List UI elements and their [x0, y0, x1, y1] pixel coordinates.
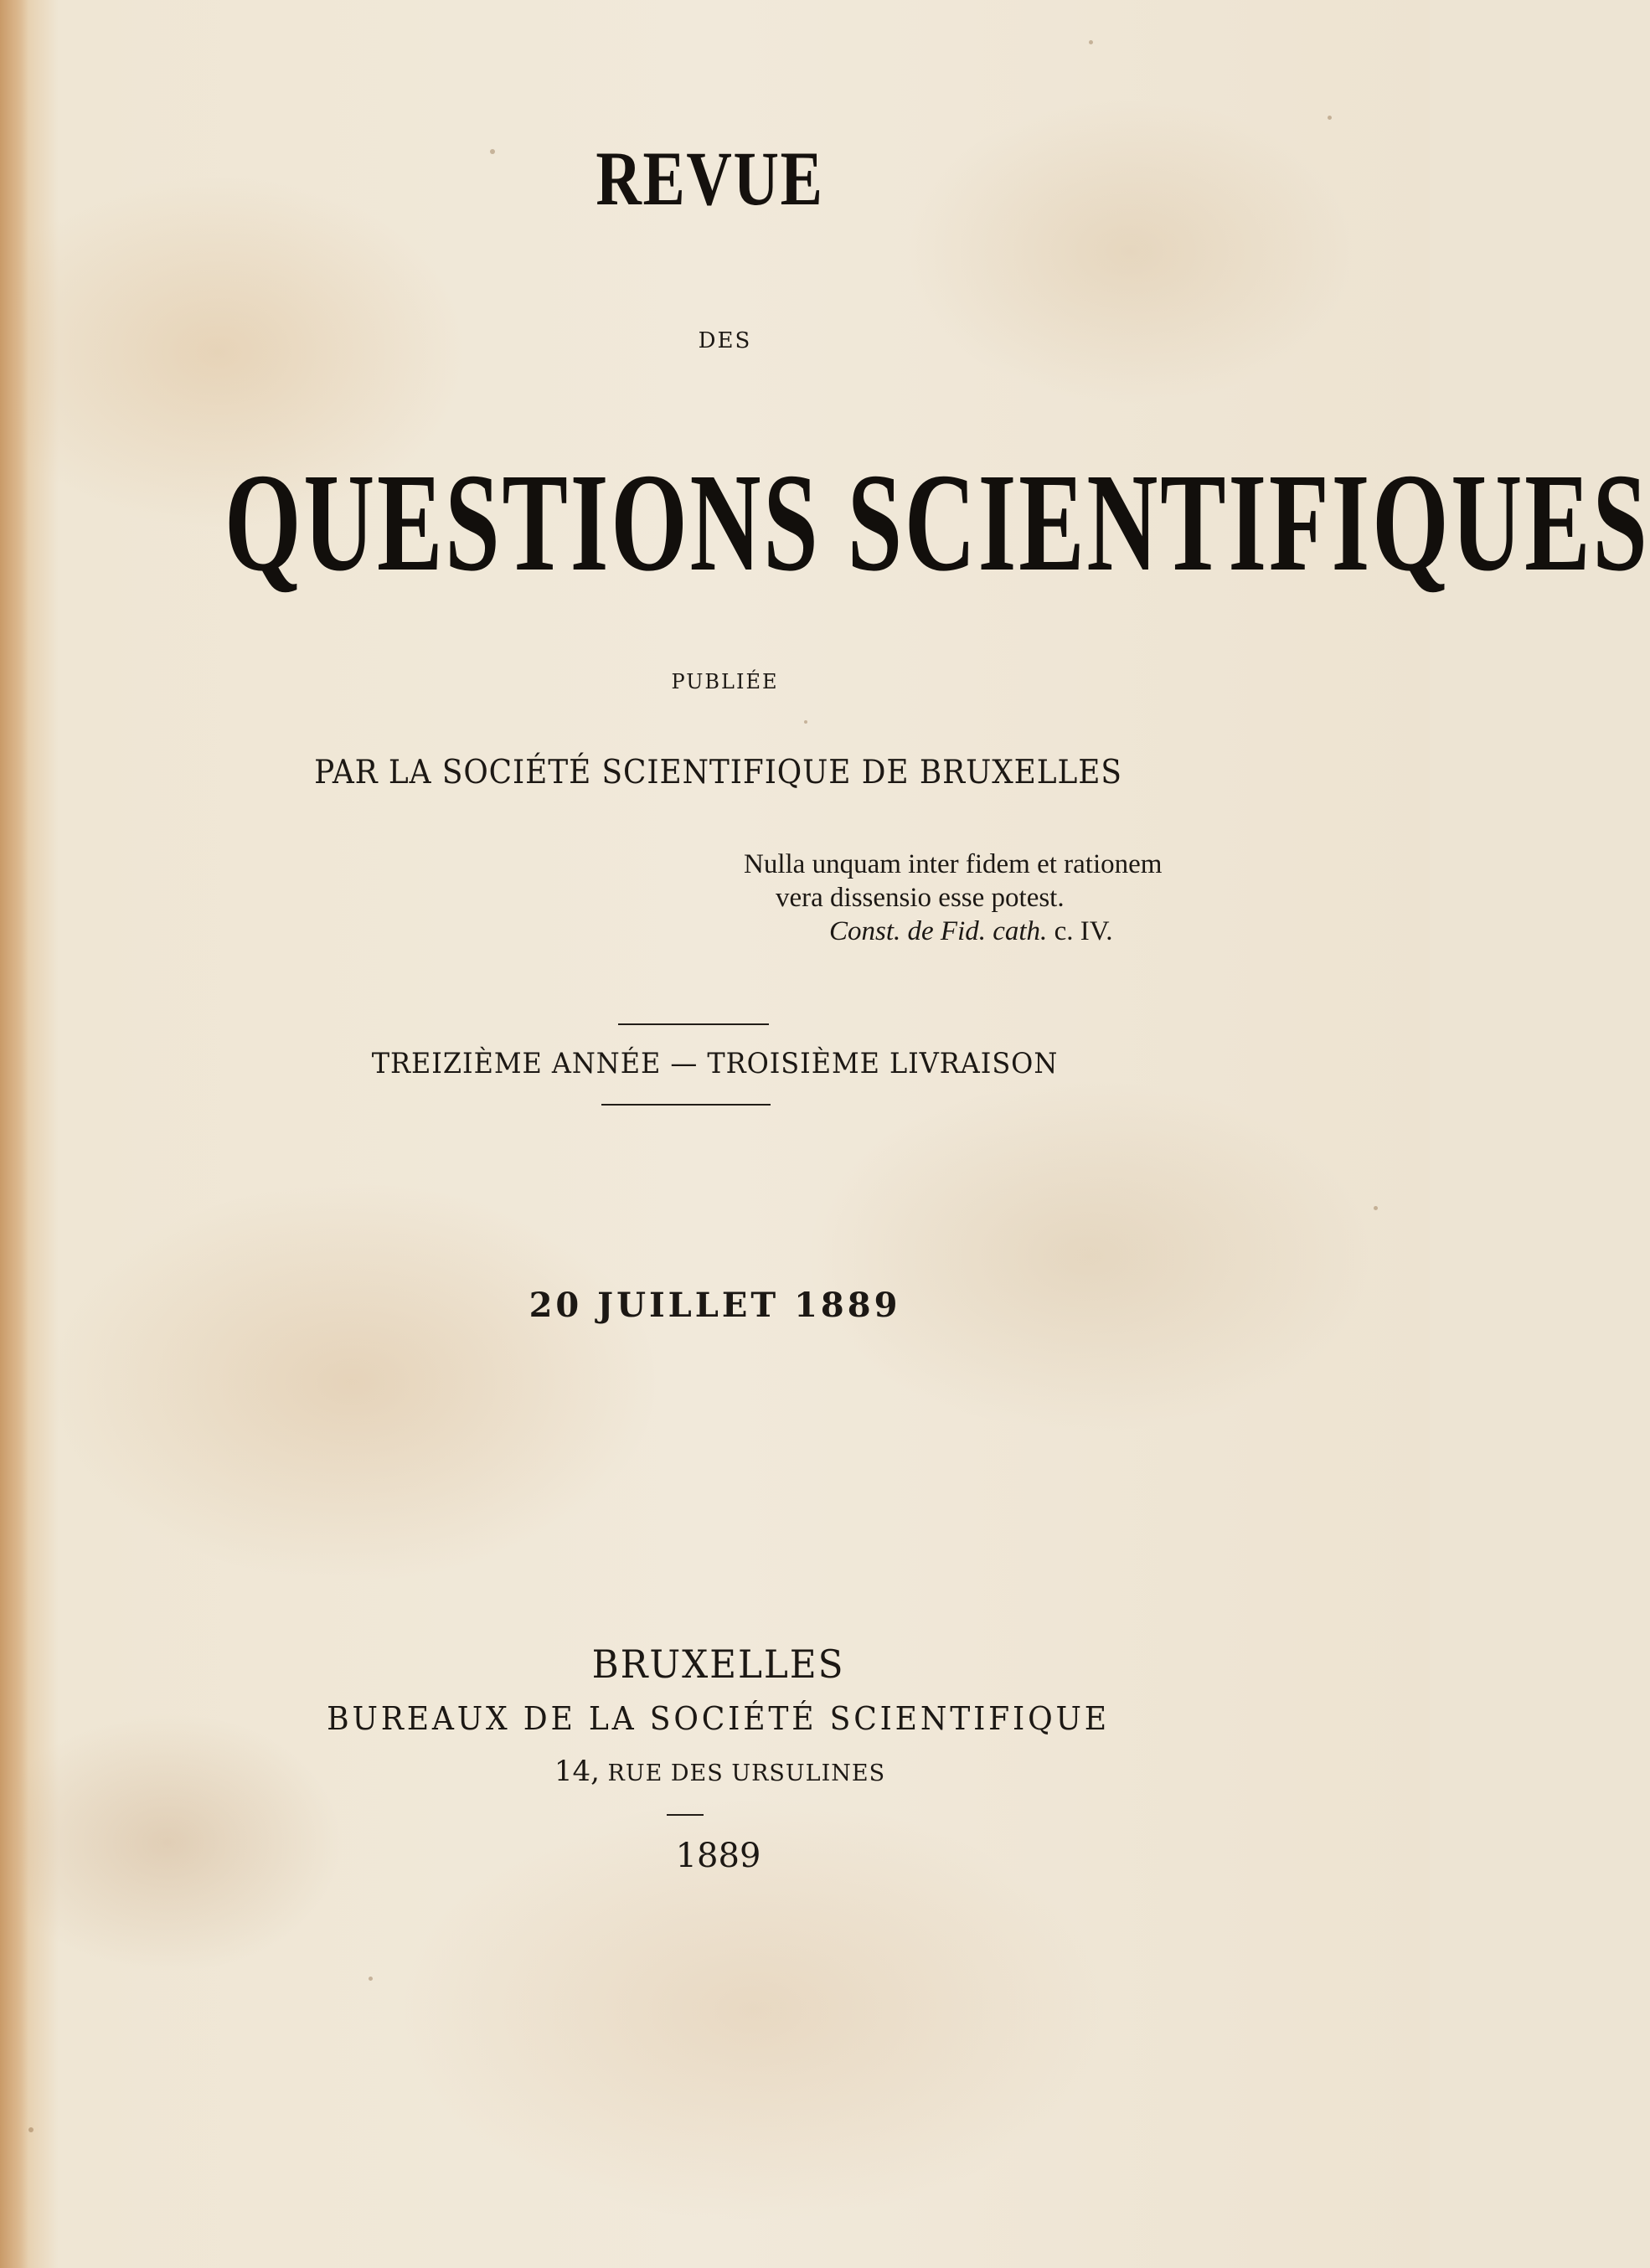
epigraph-line-1: Nulla unquam inter fidem et rationem: [744, 849, 1163, 879]
foxing-spot: [28, 2127, 34, 2132]
issue-line: TREIZIÈME ANNÉE — TROISIÈME LIVRAISON: [371, 1047, 1059, 1080]
issue-date: 20 JUILLET 1889: [529, 1286, 901, 1325]
epigraph: [744, 848, 1162, 948]
foxing-spot: [1374, 1206, 1378, 1210]
imprint-street-name: RUE DES URSULINES: [599, 1760, 886, 1786]
rule-above-issue: [618, 1023, 769, 1025]
foxing-spot: [490, 149, 495, 154]
title-revue: REVUE: [596, 136, 824, 221]
publisher-line: PAR LA SOCIÉTÉ SCIENTIFIQUE DE BRUXELLES: [314, 754, 1122, 791]
epigraph-source: [744, 915, 1162, 948]
epigraph-source-chapter: c. IV.: [1047, 916, 1113, 946]
title-des: DES: [698, 328, 752, 353]
rule-below-issue: [601, 1104, 771, 1106]
foxing-spot: [804, 720, 807, 724]
title-questions-scientifiques: QUESTIONS SCIENTIFIQUES: [224, 445, 1650, 601]
published-label: PUBLIÉE: [671, 670, 779, 693]
foxing-spot: [369, 1977, 373, 1981]
epigraph-source-title: Const. de Fid. cath.: [829, 916, 1048, 946]
epigraph-line-2: vera dissensio esse potest.: [776, 883, 1065, 913]
imprint-year: 1889: [675, 1837, 761, 1875]
imprint-city: BRUXELLES: [591, 1642, 845, 1687]
foxing-spot: [1089, 40, 1093, 44]
foxing-spot: [1328, 116, 1332, 120]
imprint-office: BUREAUX DE LA SOCIÉTÉ SCIENTIFIQUE: [327, 1700, 1110, 1737]
rule-above-year: [667, 1814, 704, 1816]
imprint-address: [5, 1755, 1435, 1788]
imprint-street-number: 14,: [554, 1755, 600, 1788]
